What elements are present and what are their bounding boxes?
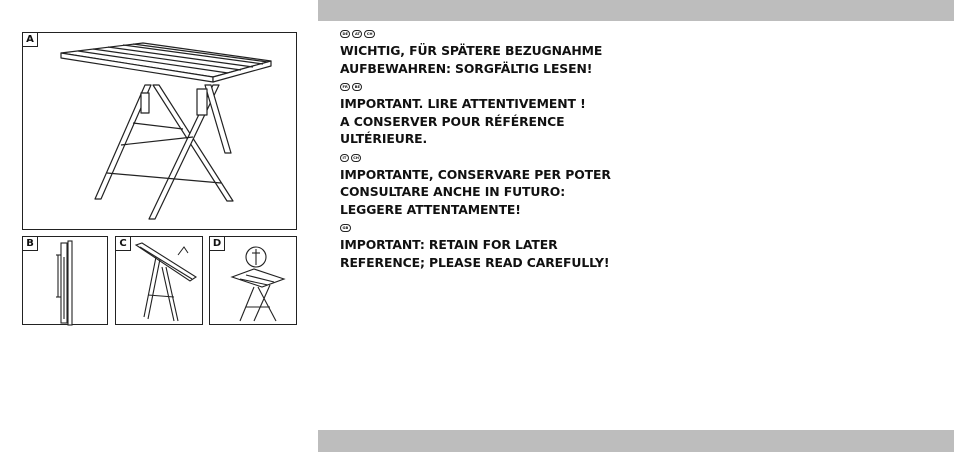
notice-fr bbox=[340, 83, 640, 148]
folding-table-open-icon bbox=[23, 33, 298, 231]
bottom-gray-bar bbox=[318, 430, 954, 452]
figure-label: B bbox=[23, 237, 38, 251]
notice-text: WICHTIG, FÜR SPÄTERE BEZUGNAHME AUFBEWAHREN: SORGFÄLTIG LESEN! bbox=[340, 43, 603, 76]
figure-c-unfolding-table bbox=[115, 236, 203, 325]
figure-a-open-table bbox=[22, 32, 297, 230]
safety-notices bbox=[340, 30, 640, 277]
notice-gb bbox=[340, 224, 640, 271]
top-gray-bar bbox=[318, 0, 954, 21]
figure-b-folded-table bbox=[22, 236, 108, 325]
notice-text: IMPORTANT. LIRE ATTENTIVEMENT ! A CONSERVER POUR RÉFÉRENCE ULTÉRIEURE. bbox=[340, 96, 586, 146]
figure-label: C bbox=[116, 237, 131, 251]
country-flag: FR bbox=[340, 83, 350, 91]
language-flags bbox=[340, 154, 640, 163]
notice-text: IMPORTANTE, CONSERVARE PER POTER CONSULTARE ANCHE IN FUTURO: LEGGERE ATTENTAMENTE! bbox=[340, 166, 611, 217]
language-flags bbox=[340, 83, 640, 92]
country-flag: GB bbox=[340, 224, 351, 232]
figure-label: A bbox=[23, 33, 38, 47]
language-flags bbox=[340, 30, 640, 39]
country-flag: IT bbox=[340, 154, 349, 162]
country-flag: AT bbox=[352, 30, 362, 38]
notice-text: IMPORTANT: RETAIN FOR LATER REFERENCE; PLEASE READ CAREFULLY! bbox=[340, 237, 610, 270]
country-flag: DE bbox=[340, 30, 350, 38]
notice-de bbox=[340, 30, 640, 77]
country-flag: BE bbox=[352, 83, 362, 91]
country-flag: CH bbox=[364, 30, 375, 38]
notice-it bbox=[340, 154, 640, 219]
language-flags bbox=[340, 224, 640, 233]
figure-label: D bbox=[210, 237, 225, 251]
country-flag: CH bbox=[351, 154, 362, 162]
figure-d-locking-table bbox=[209, 236, 297, 325]
